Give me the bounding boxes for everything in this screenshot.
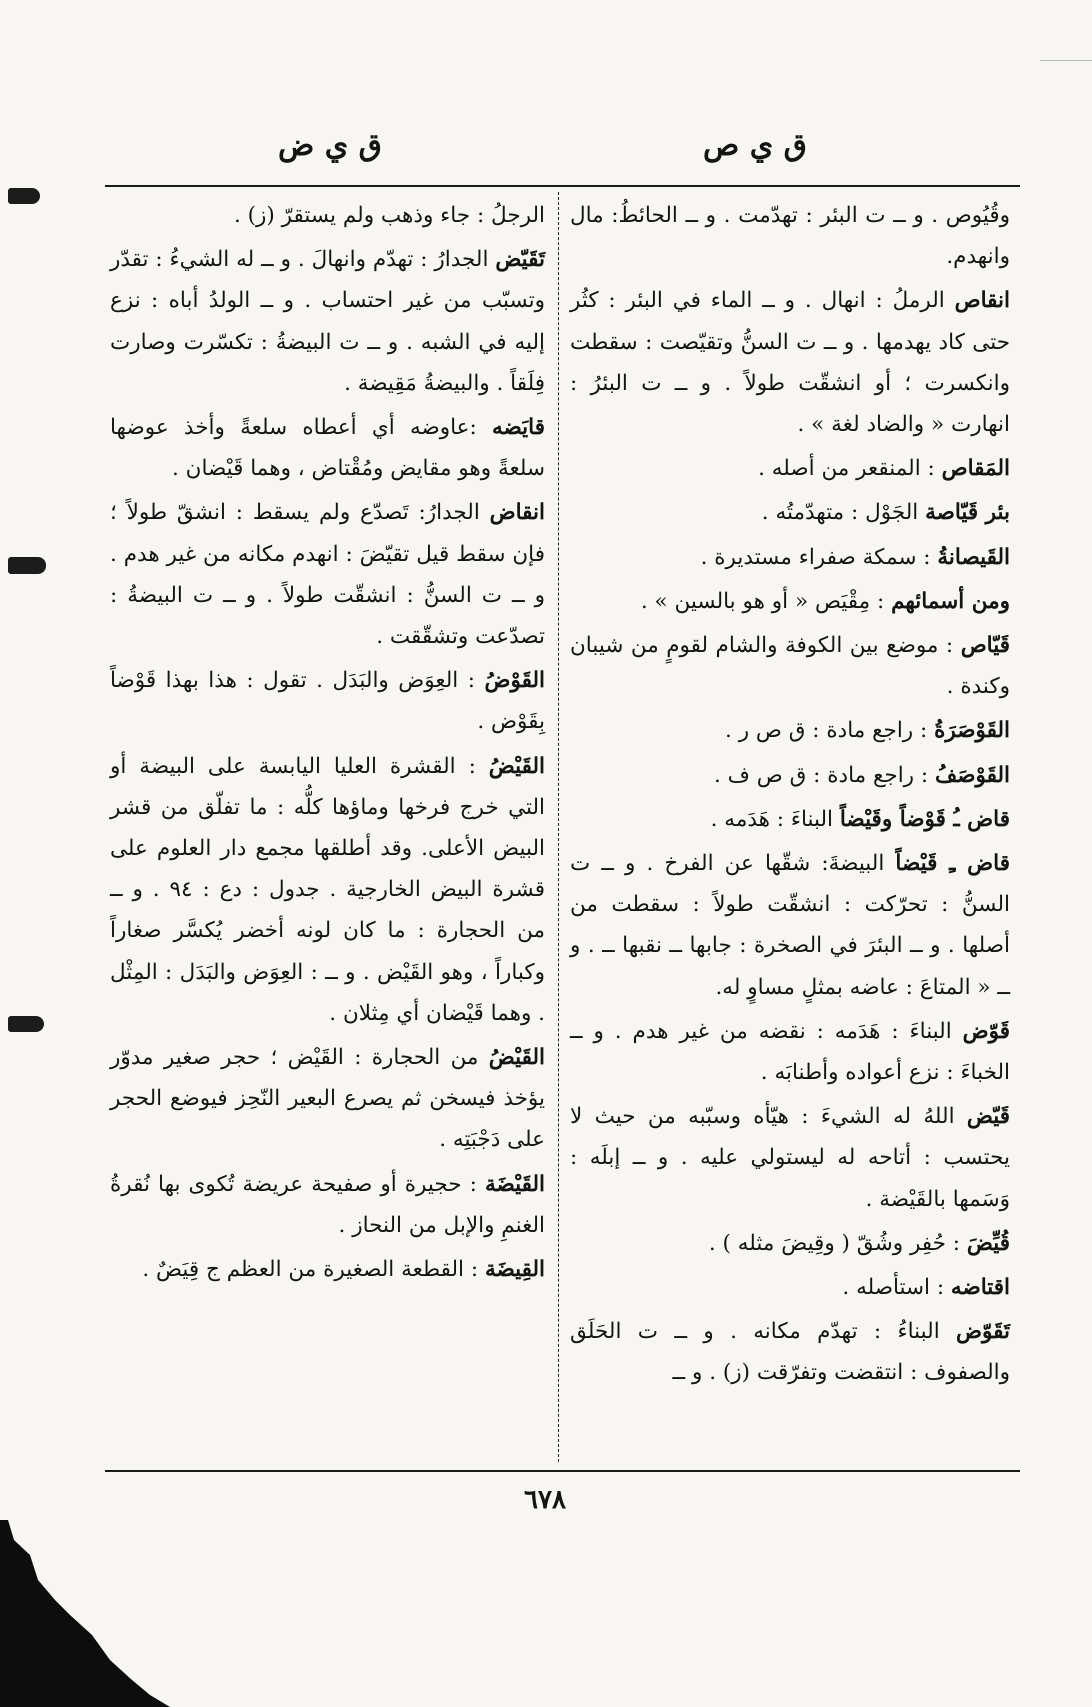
dictionary-entry xyxy=(570,1267,1010,1308)
dictionary-entry xyxy=(570,1096,1010,1220)
dictionary-entry xyxy=(110,492,545,657)
header-rule xyxy=(105,185,1020,187)
scan-mark-2 xyxy=(8,557,46,574)
entry-definition: : موضع بين الكوفة والشام لقومٍ من شيبان وكندة . xyxy=(570,633,1010,700)
entry-headword: ومن أسمائهم xyxy=(891,588,1010,614)
entry-headword: القَيصانةُ xyxy=(937,544,1010,570)
dictionary-entry xyxy=(110,660,545,742)
dictionary-entry xyxy=(570,1223,1010,1264)
entry-definition: : راجع مادة : ق ص ر . xyxy=(725,718,935,744)
entry-definition: الجدارُ : تهدّم وانهالَ . و ــ له الشيءُ : تقدّر وتسبّب من غير احتساب . و ــ الولدُ أباه : نزع إليه في الشبه . و ــ ت البيضةُ : تكسّرت وصارت فِلَقاً . والبيضةُ مَقِيضة . xyxy=(110,247,545,396)
dictionary-entry xyxy=(570,799,1010,840)
entry-headword: تَقَيّض xyxy=(495,247,545,273)
entry-definition: البناءُ : تهدّم مكانه . و ــ ت الحَلَق والصفوف : انتقضت وتفرّقت (ز) . و ــ xyxy=(570,1319,1010,1386)
entry-headword: اقتاضه xyxy=(950,1275,1010,1301)
header-root-left: ق ي ض xyxy=(278,128,382,163)
entry-definition: :عاوضه أي أعطاه سلعةً وأخذ عوضها سلعةً وهو مقايض ومُقْتاض ، وهما قَيْضان . xyxy=(110,415,545,482)
entry-definition: الرملُ : انهال . و ــ الماء في البئر : كثُر حتى كاد يهدمها . و ــ ت السنُّ وتقيّصت : سقطت وانكسرت ؛ أو انشقّت طولاً . و ــ ت البئرُ : انهارت « والضاد لغة » . xyxy=(570,288,1010,438)
entry-headword: القَيْضُ xyxy=(488,1045,545,1071)
dictionary-entry xyxy=(110,1037,545,1161)
entry-definition: : راجع مادة : ق ص ف . xyxy=(714,762,935,788)
entry-definition: : حُفِر وشُقّ ( وقِيضَ مثله ) . xyxy=(708,1230,967,1256)
dictionary-entry xyxy=(110,746,545,1034)
entry-definition: اللهُ له الشيءَ : هيّأه وسبّبه من حيث لا يحتسب : أتاحه له ليستولي عليه . و ــ إبلَه : وَسَمها بالقَيْضة . xyxy=(570,1104,1010,1212)
header-root-right: ق ي ص xyxy=(703,128,807,163)
entry-headword: المَقاص xyxy=(941,456,1010,482)
entry-headword: قايَضه xyxy=(492,415,545,441)
entry-headword: القَيْضَة xyxy=(484,1171,545,1197)
dictionary-entry xyxy=(570,843,1010,1008)
page-number: ٦٧٨ xyxy=(524,1485,566,1515)
dictionary-entry xyxy=(570,1011,1010,1093)
entry-headword: قَيّض xyxy=(966,1104,1010,1130)
entry-headword: قَيّاص xyxy=(960,633,1010,659)
footer-rule xyxy=(105,1470,1020,1472)
entry-definition: : مِقْيَص « أو هو بالسين » . xyxy=(640,588,892,614)
entry-definition: وقُيُوص . و ــ ت البئر : تهدّمت . و ــ الحائطُ: مال وانهدم. xyxy=(570,203,1010,270)
dictionary-entry xyxy=(570,280,1010,445)
entry-headword: انقاض xyxy=(489,500,545,526)
entry-headword: بئر قَيّاصة xyxy=(925,500,1010,526)
entry-headword: قاض ـِ قَيْضاً xyxy=(895,851,1010,877)
entry-definition: الجدارُ: تَصدّع ولم يسقط : انشقّ طولاً ؛ فإن سقط قيل تقيّضَ : انهدم مكانه من غير هدم . و ــ ت السنُّ : انشقّت طولاً . و ــ ت البيضةُ : تصدّعت وتشقّقت . xyxy=(110,500,545,650)
left-column xyxy=(110,195,545,1293)
dictionary-entry xyxy=(110,239,545,404)
right-column xyxy=(570,195,1010,1397)
dictionary-entry xyxy=(110,195,545,236)
entry-definition: : سمكة صفراء مستديرة . xyxy=(700,544,938,570)
entry-headword: قَوّض xyxy=(962,1018,1010,1044)
entry-headword: القِيضَة xyxy=(484,1257,545,1283)
dictionary-entry xyxy=(570,195,1010,277)
dictionary-entry xyxy=(570,537,1010,578)
dictionary-entry xyxy=(570,492,1010,533)
scan-mark-3 xyxy=(8,1016,44,1032)
entry-headword: القَيْضُ xyxy=(488,753,545,779)
entry-definition: الجَوْل : متهدّمتُه . xyxy=(761,500,926,526)
entry-headword: القَوْضُ xyxy=(484,668,545,694)
dictionary-entry xyxy=(570,755,1010,796)
dictionary-entry xyxy=(110,1164,545,1246)
dictionary-entry xyxy=(110,407,545,489)
torn-corner-shadow xyxy=(0,1520,170,1707)
entry-definition: : المنقعر من أصله . xyxy=(758,456,942,482)
dictionary-entry xyxy=(570,625,1010,707)
dictionary-entry xyxy=(570,710,1010,751)
entry-definition: : حجيرة أو صفيحة عريضة تُكوى بها نُقرةُ الغنمِ والإبل من النحاز . xyxy=(110,1171,545,1238)
entry-definition: البيضةَ: شقّها عن الفرخ . و ــ ت السنُّ : تحرّكت : انشقّت طولاً : سقطت من أصلها . و ــ البئرَ في الصخرة : جابها ــ نقبها ــ . و ــ « المتاعَ : عاضه بمثلٍ مساوٍ له. xyxy=(570,851,1010,1000)
entry-definition: الرجلُ : جاء وذهب ولم يستقرّ (ز) . xyxy=(233,203,545,228)
entry-definition: : القطعة الصغيرة من العظم ج قِيَضٌ . xyxy=(142,1257,485,1283)
column-divider xyxy=(558,192,559,1462)
dictionary-entry xyxy=(570,1311,1010,1393)
entry-headword: انقاص xyxy=(954,288,1010,314)
entry-definition: : استأصله . xyxy=(842,1275,951,1301)
entry-definition: البناءَ : هَدَمه . xyxy=(710,806,840,832)
dictionary-entry xyxy=(570,581,1010,622)
entry-definition: البناءَ : هَدَمه : نقضه من غير هدم . و ــ الخباءَ : نزع أعواده وأطنابَه . xyxy=(570,1018,1010,1086)
dictionary-entry xyxy=(570,448,1010,489)
scan-edge-line xyxy=(1040,60,1092,61)
entry-headword: القَوْصَفُ xyxy=(934,762,1010,788)
entry-definition: من الحجارة : القَيْض ؛ حجر صغير مدوّر يؤخذ فيسخن ثم يصرع البعير النّحِز فيوضع الحجر على دَجْبَتِه . xyxy=(110,1045,545,1153)
entry-headword: قُيِّضَ xyxy=(966,1230,1010,1256)
dictionary-entry xyxy=(110,1249,545,1290)
entry-headword: تَقَوّض xyxy=(956,1319,1010,1345)
entry-definition: : العِوَض والبَدَل . تقول : هذا بهذا قَوْضاً بِقَوْض . xyxy=(110,668,545,735)
entry-definition: : القشرة العليا اليابسة على البيضة أو التي خرج فرخها وماؤها كلُّه : ما تفلّق من قشر البيض الأعلى. وقد أطلقها مجمع دار العلوم على قشرة البيض الخارجية . جدول : دع : ٩٤ . و ــ من الحجارة : ما كان لونه أخضر يُكسَّر صغاراً وكباراً ، وهو القَيْض . و ــ : العِوَض والبَدَل : المِثْل . وهما قَيْضان أي مِثلان . xyxy=(110,753,545,1026)
entry-headword: قاض ـُ قَوْضاً وقَيْضاً xyxy=(839,806,1010,832)
entry-headword: القَوْصَرَةُ xyxy=(934,718,1010,744)
scan-mark-1 xyxy=(8,188,40,204)
